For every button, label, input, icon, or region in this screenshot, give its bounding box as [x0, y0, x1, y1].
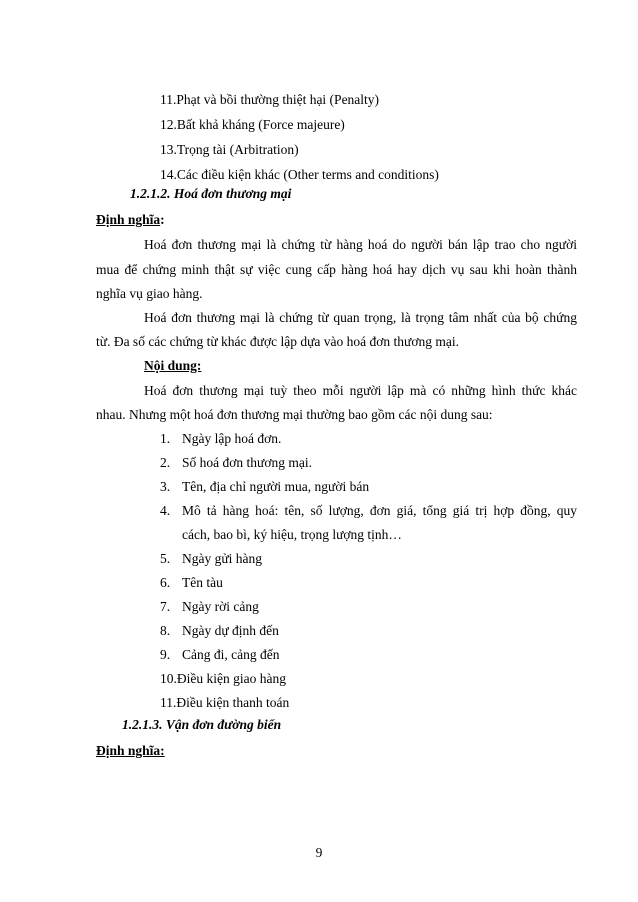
list-item-text: Tên, địa chỉ người mua, người bán — [182, 479, 370, 494]
list-item-number: 10. — [160, 671, 177, 686]
list-item — [160, 167, 439, 183]
list-item — [160, 479, 369, 495]
paragraph-line: Hoá đơn thương mại tuỳ theo mỗi người lập mà có những hình thức khác — [144, 383, 577, 398]
list-item-text: Ngày lập hoá đơn. — [182, 431, 282, 446]
list-item-text: Ngày rời cảng — [182, 599, 259, 614]
list-item-text: Ngày gửi hàng — [182, 551, 263, 566]
list-item-number: 8. — [160, 623, 171, 638]
list-item — [160, 671, 286, 687]
list-item-number: 7. — [160, 599, 171, 614]
list-item-number: 3. — [160, 479, 171, 494]
list-item — [160, 623, 279, 639]
list-item — [160, 431, 281, 447]
list-item-text: Điều kiện thanh toán — [176, 695, 290, 710]
list-item-text: Tên tàu — [182, 575, 223, 590]
list-item-number: 2. — [160, 455, 171, 470]
list-item-number: 1. — [160, 431, 171, 446]
list-item-text: Các điều kiện khác (Other terms and conditions) — [176, 167, 439, 182]
list-item — [160, 575, 223, 591]
paragraph-line: Hoá đơn thương mại là chứng từ quan trọng, là trọng tâm nhất của bộ chứng — [144, 310, 577, 325]
list-item — [160, 92, 379, 108]
list-item-text: Số hoá đơn thương mại. — [182, 455, 312, 470]
list-item-number: 11. — [160, 92, 177, 107]
list-item — [160, 503, 577, 519]
list-item-number: 12. — [160, 117, 177, 132]
definition-label — [96, 212, 165, 228]
list-item-continuation: cách, bao bì, ký hiệu, trọng lượng tịnh… — [182, 527, 402, 542]
list-item-number: 5. — [160, 551, 171, 566]
definition-label-colon: : — [160, 212, 165, 227]
list-item — [160, 117, 345, 133]
list-item-text: Trọng tài (Arbitration) — [176, 142, 299, 157]
list-item-text: Phạt và bồi thường thiệt hại (Penalty) — [176, 92, 380, 107]
list-item-number: 14. — [160, 167, 177, 182]
paragraph-line: từ. Đa số các chứng từ khác được lập dựa vào hoá đơn thương mại. — [96, 334, 459, 349]
list-item-number: 6. — [160, 575, 171, 590]
definition-label-text: Định nghĩa — [96, 212, 161, 227]
list-item-text: Ngày dự định đến — [182, 623, 279, 638]
list-item-text: Mô tả hàng hoá: tên, số lượng, đơn giá, tổng giá trị hợp đồng, quy — [182, 503, 577, 518]
list-item-number: 4. — [160, 503, 171, 518]
list-item-text: Điều kiện giao hàng — [176, 671, 286, 686]
list-item — [160, 551, 262, 567]
paragraph-line: Hoá đơn thương mại là chứng từ hàng hoá do người bán lập trao cho người — [144, 237, 577, 252]
list-item-number: 11. — [160, 695, 177, 710]
definition-label: Định nghĩa: — [96, 743, 165, 758]
list-item — [160, 695, 289, 711]
paragraph-line: nghĩa vụ giao hàng. — [96, 286, 203, 301]
section-heading: 1.2.1.2. Hoá đơn thương mại — [130, 186, 292, 201]
list-item-text: Bất khả kháng (Force majeure) — [176, 117, 345, 132]
list-item — [160, 599, 259, 615]
list-item — [160, 455, 312, 471]
page-number: 9 — [315, 845, 323, 860]
paragraph-line: mua để chứng minh thật sự việc cung cấp hàng hoá hay dịch vụ sau khi hoàn thành — [96, 262, 577, 277]
content-label: Nội dung: — [144, 358, 202, 373]
list-item-number: 9. — [160, 647, 171, 662]
list-item-text: Cảng đi, cảng đến — [182, 647, 280, 662]
paragraph-line: nhau. Nhưng một hoá đơn thương mại thường bao gồm các nội dung sau: — [96, 407, 493, 422]
list-item — [160, 647, 279, 663]
list-item — [160, 142, 299, 158]
section-heading: 1.2.1.3. Vận đơn đường biển — [122, 717, 282, 732]
list-item-number: 13. — [160, 142, 177, 157]
